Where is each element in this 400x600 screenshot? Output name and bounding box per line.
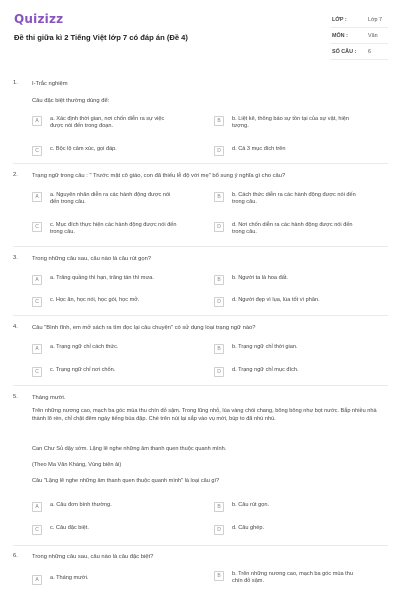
- option-text: a. Câu đơn bình thường.: [50, 502, 112, 508]
- option-text: d. Cả 3 mục đích trên: [232, 146, 286, 152]
- answer-option-a[interactable]: [32, 116, 178, 130]
- question-number: 1.: [13, 80, 18, 86]
- meta-value: Văn: [368, 33, 378, 39]
- option-text: a. Trạng ngữ chỉ cách thức.: [50, 344, 119, 350]
- question-number: 4.: [13, 324, 18, 330]
- option-text: a. Xác định thời gian, nơi chốn diễn ra sự việc được nói đến trong đoạn.: [50, 116, 165, 130]
- answer-option-b[interactable]: [214, 344, 360, 354]
- option-text: d. Trạng ngữ chỉ mục đích.: [232, 367, 299, 373]
- option-letter: D: [214, 525, 224, 535]
- option-letter: C: [32, 297, 42, 307]
- answer-option-a[interactable]: [32, 575, 178, 585]
- option-text: a. Trăng quầng thì hạn, trăng tán thì mưa.: [50, 275, 154, 281]
- option-letter: B: [214, 275, 224, 285]
- option-text: b. Cách thức diễn ra các hành động được nói đến trong câu.: [232, 192, 356, 206]
- option-text: c. Bộc lộ cảm xúc, gọi đáp.: [50, 146, 117, 152]
- answer-option-c[interactable]: [32, 222, 178, 236]
- option-letter: B: [214, 502, 224, 512]
- option-text: d. Câu ghép.: [232, 525, 265, 531]
- option-text: a. Nguyên nhân diễn ra các hành động được nói đến trong câu.: [50, 192, 171, 206]
- document-title: Đề thi giữa kì 2 Tiếng Việt lớp 7 có đáp án (Đề 4): [14, 33, 188, 42]
- meta-row-count: [330, 44, 388, 60]
- answer-option-c[interactable]: [32, 525, 178, 535]
- option-letter: C: [32, 146, 42, 156]
- answer-option-a[interactable]: [32, 502, 178, 512]
- answer-option-d[interactable]: [214, 297, 360, 307]
- question-subtext: Câu đặc biệt thường dùng để:: [32, 98, 110, 104]
- option-letter: B: [214, 192, 224, 202]
- answer-option-a[interactable]: [32, 275, 178, 285]
- option-letter: A: [32, 502, 42, 512]
- answer-option-c[interactable]: [32, 146, 178, 156]
- question-number: 3.: [13, 255, 18, 261]
- option-letter: B: [214, 344, 224, 354]
- question-prompt: Câu "Lặng lẽ nghe những âm thanh quen thuộc quanh mình" là loại câu gì?: [32, 478, 220, 484]
- quizizz-logo: Quizizz: [14, 12, 64, 26]
- passage-line: Can Chư Sủ dậy sớm. Lặng lẽ nghe những âm thanh quen thuộc quanh mình.: [32, 446, 227, 452]
- meta-label: LỚP :: [332, 17, 347, 23]
- reading-passage: Trên những nương cao, mạch ba góc mùa thu chín đỏ sậm. Trong lũng nhỏ, lúa vàng chói chang, bông bông như bọt nước. Bắp nhiều nhà thành lõ rèn, chỉ chặt đêm ngày tiếng búa đập. Chè trên núi lại sắp vào vụ mới, búp to đã nhú nhú.: [32, 408, 377, 422]
- option-letter: B: [214, 116, 224, 126]
- option-text: a. Tháng mười.: [50, 575, 89, 581]
- meta-value: 6: [368, 49, 371, 55]
- answer-option-a[interactable]: [32, 192, 178, 206]
- question-text: I-Trắc nghiệm: [32, 81, 68, 87]
- answer-option-b[interactable]: [214, 192, 360, 206]
- answer-option-a[interactable]: [32, 344, 178, 354]
- option-text: b. Câu rút gọn.: [232, 502, 270, 508]
- answer-option-b[interactable]: [214, 275, 360, 285]
- question-text: Trạng ngữ trong câu : " Trước mặt cô giáo, con đã thiếu lễ độ với mẹ" bổ sung ý nghĩa gì cho câu?: [32, 173, 286, 179]
- option-letter: C: [32, 525, 42, 535]
- answer-option-b[interactable]: [214, 502, 360, 512]
- answer-option-d[interactable]: [214, 367, 360, 377]
- question-text: Câu "Bình tĩnh, em mở sách ra tìm đọc lại câu chuyện" có sử dụng loại trạng ngữ nào?: [32, 325, 256, 331]
- document-header: [0, 0, 400, 70]
- option-text: d. Nơi chốn diễn ra các hành động được nói đến trong câu.: [232, 222, 353, 236]
- option-letter: D: [214, 222, 224, 232]
- question-text: Tháng mười.: [32, 395, 66, 401]
- question-divider: [13, 246, 388, 247]
- answer-option-b[interactable]: [214, 571, 360, 585]
- question-number: 2.: [13, 172, 18, 178]
- meta-label: SỐ CÂU :: [332, 49, 357, 55]
- passage-source: (Theo Ma Văn Kháng, Vùng biên ải): [32, 462, 122, 468]
- option-text: b. Trên những nương cao, mạch ba góc mùa thu chín đỏ sậm.: [232, 571, 353, 585]
- option-text: b. Trạng ngữ chỉ thời gian.: [232, 344, 298, 350]
- meta-table: [330, 12, 388, 60]
- option-text: b. Liệt kê, thông báo sự tồn tại của sự vật, hiện tượng.: [232, 116, 349, 130]
- option-letter: B: [214, 571, 224, 581]
- answer-option-d[interactable]: [214, 146, 360, 156]
- option-letter: A: [32, 116, 42, 126]
- meta-row-grade: [330, 12, 388, 28]
- option-letter: C: [32, 367, 42, 377]
- option-text: c. Học ăn, học nói, học gói, học mở.: [50, 297, 140, 303]
- answer-option-b[interactable]: [214, 116, 360, 130]
- option-text: c. Trạng ngữ chỉ nơi chốn.: [50, 367, 116, 373]
- option-letter: D: [214, 146, 224, 156]
- meta-value: Lớp 7: [368, 17, 383, 23]
- question-divider: [13, 385, 388, 386]
- answer-option-d[interactable]: [214, 525, 360, 535]
- question-text: Trong những câu sau, câu nào là câu rút gọn?: [32, 256, 152, 262]
- option-text: c. Mục đích thực hiện các hành động được nói đến trong câu.: [50, 222, 177, 236]
- option-letter: A: [32, 575, 42, 585]
- option-letter: D: [214, 367, 224, 377]
- meta-row-subject: [330, 28, 388, 44]
- question-divider: [13, 545, 388, 546]
- option-letter: A: [32, 344, 42, 354]
- meta-label: MÔN :: [332, 33, 348, 39]
- answer-option-d[interactable]: [214, 222, 360, 236]
- option-letter: C: [32, 222, 42, 232]
- option-letter: A: [32, 275, 42, 285]
- question-text: Trong những câu sau, câu nào là câu đặc biệt?: [32, 554, 154, 560]
- question-divider: [13, 315, 388, 316]
- question-divider: [13, 163, 388, 164]
- option-letter: D: [214, 297, 224, 307]
- answer-option-c[interactable]: [32, 367, 178, 377]
- answer-option-c[interactable]: [32, 297, 178, 307]
- question-number: 6.: [13, 553, 18, 559]
- option-letter: A: [32, 192, 42, 202]
- option-text: c. Câu đặc biệt.: [50, 525, 89, 531]
- option-text: b. Người ta là hoa đất.: [232, 275, 288, 281]
- option-text: d. Người đẹp vì lụa, lúa tốt vì phân.: [232, 297, 320, 303]
- question-number: 5.: [13, 394, 18, 400]
